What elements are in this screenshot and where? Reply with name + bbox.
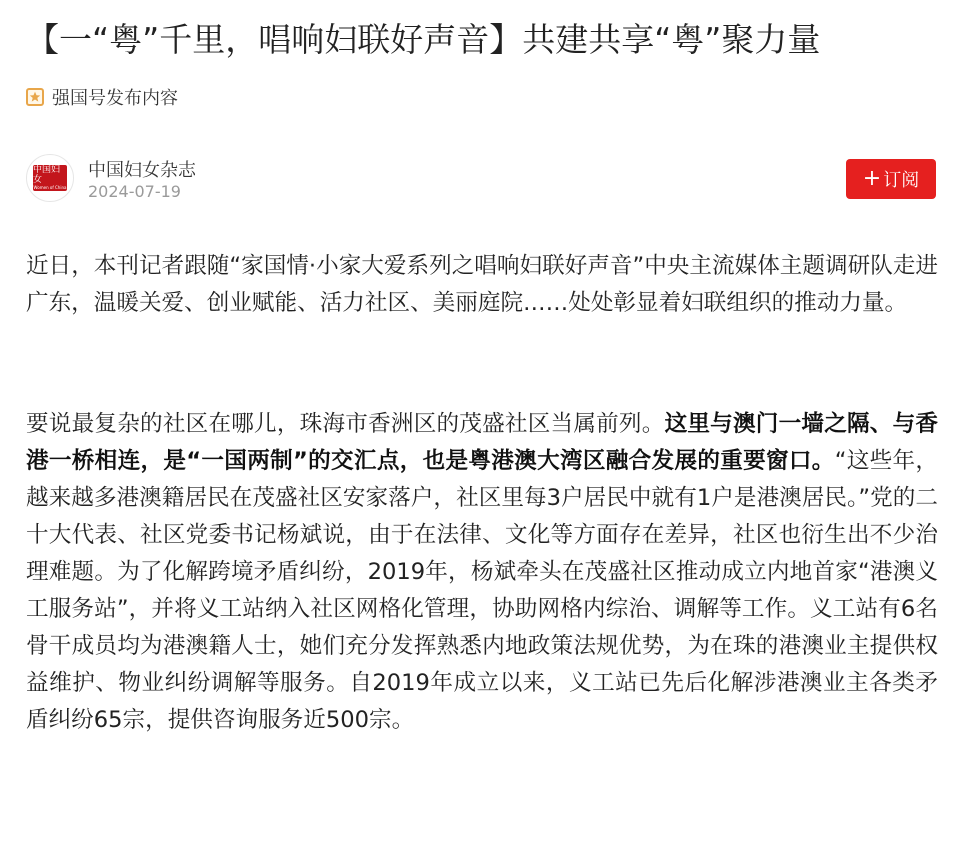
body-paragraph-2: [26, 406, 938, 739]
avatar[interactable]: [26, 154, 74, 202]
subscribe-button[interactable]: [846, 159, 936, 199]
bold-highlight-text: 这里与澳门一墙之隔、与香港一桥相连，是“一国两制”的交汇点，也是粤港澳大湾区融合发展的重要窗口。: [26, 411, 939, 474]
author-name[interactable]: 中国妇女杂志: [88, 160, 196, 181]
logo-text: 中国妇女: [33, 165, 61, 185]
source-row: [26, 84, 178, 110]
body-paragraph-1: 近日，本刊记者跟随“家国情·小家大爱系列之唱响妇联好声音”中央主流媒体主题调研队走进广东，温暖关爱、创业赋能、活力社区、美丽庭院……处处彰显着妇联组织的推动力量。: [26, 253, 938, 316]
plus-icon: +: [862, 166, 882, 191]
star-badge-icon: [26, 88, 44, 106]
subscribe-label: 订阅: [883, 170, 920, 191]
article-title: 【一“粤”千里，唱响妇联好声音】共建共享“粤”聚力量: [26, 20, 821, 59]
author-row: [26, 152, 936, 208]
source-label: 强国号发布内容: [52, 88, 178, 109]
logo-subtext: Women of China: [33, 185, 67, 190]
paragraph-quote-text: “这些年，越来越多港澳籍居民在茂盛社区安家落户，社区里每3户居民中就有1户是港澳居民。”党的二十大代表、社区党委书记杨斌说，由于在法律、文化等方面存在差异，社区也衍生出不少治理难题。为了化解跨境矛盾纠纷，2019年，杨斌牵头在茂盛社区推动成立内地首家“港澳义工服务站”，并将义工站纳入社区网格化管理，协助网格内综治、调解等工作。义工站有6名骨干成员均为港澳籍人士，她们充分发挥熟悉内地政策法规优势，为在珠的港澳业主提供权益维护、物业纠纷调解等服务。自2019年成立以来，义工站已先后化解涉港澳业主各类矛盾纠纷65宗，提供咨询服务近500宗。: [26, 448, 938, 733]
publish-date: 2024-07-19: [88, 182, 181, 201]
magazine-logo: [33, 165, 67, 191]
paragraph-lead-text: 要说最复杂的社区在哪儿，珠海市香洲区的茂盛社区当属前列。: [26, 411, 665, 437]
